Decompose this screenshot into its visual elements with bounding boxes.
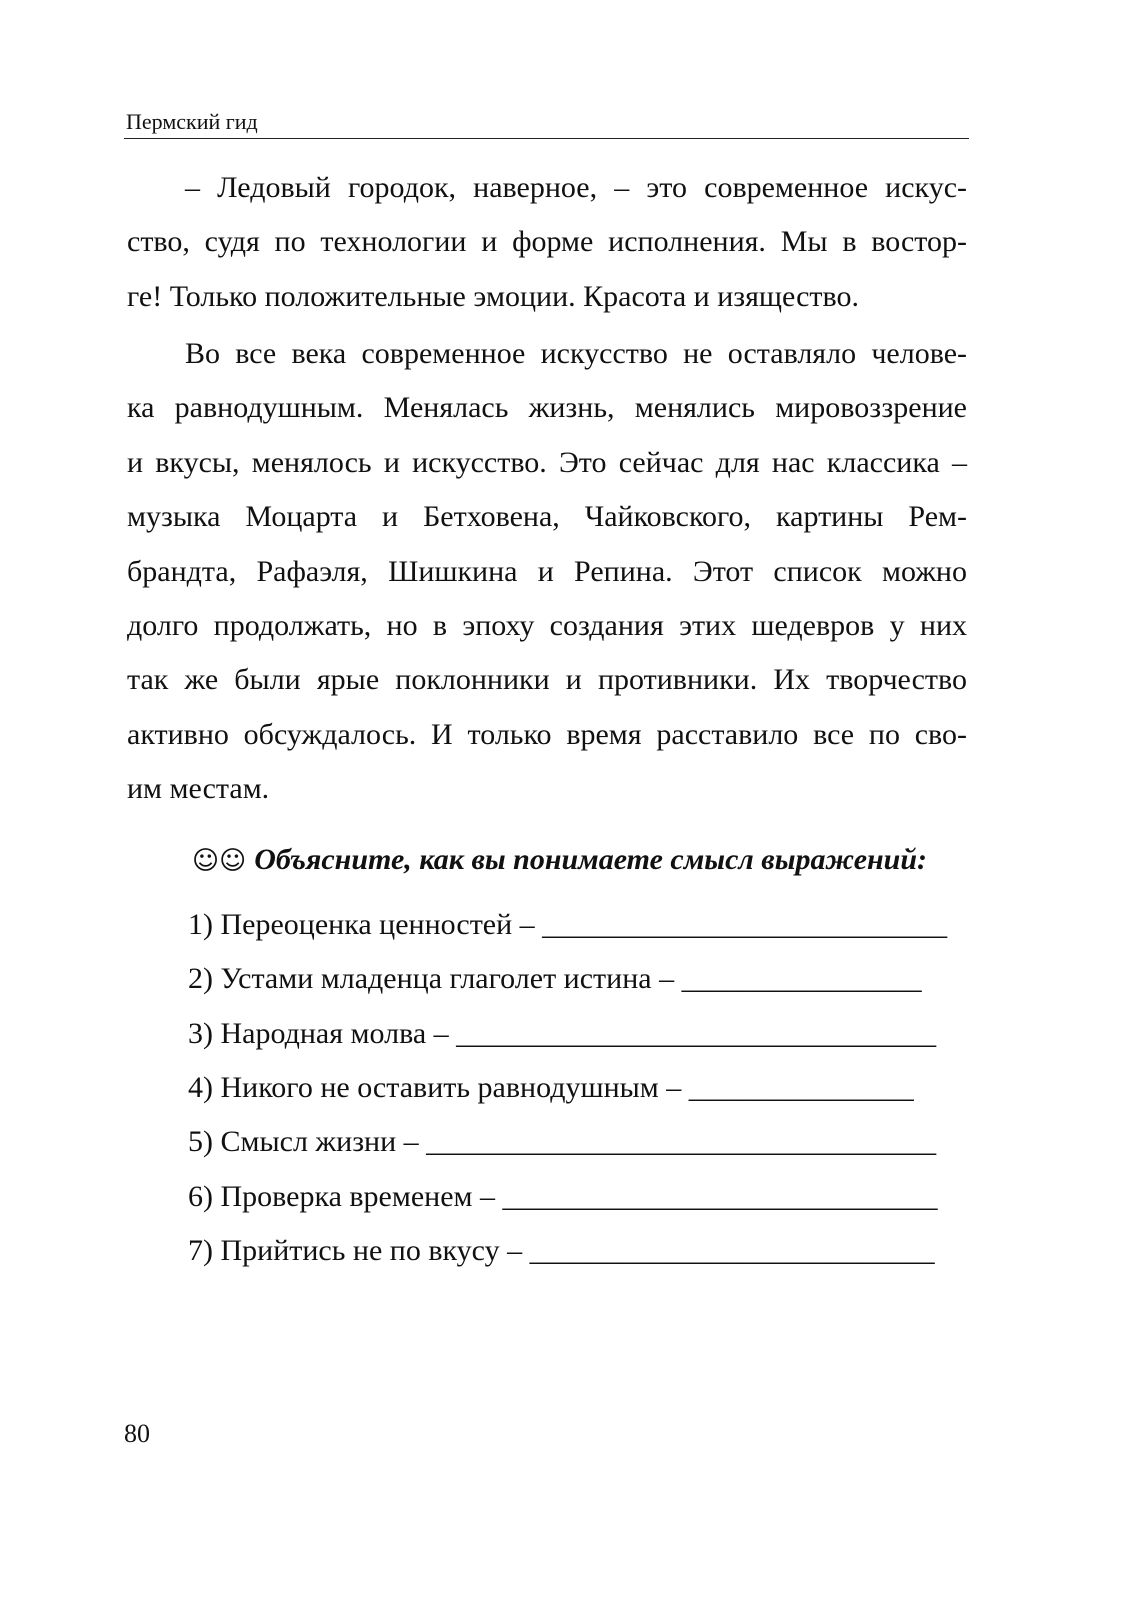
task-heading xyxy=(192,840,927,880)
paragraph-line: ка равнодушным. Менялась жизнь, менялись мировоззрение xyxy=(127,391,967,424)
task-item-3: 3) Народная молва – ________________________________ xyxy=(188,1017,937,1050)
task-item-6: 6) Проверка временем – _____________________________ xyxy=(188,1180,938,1213)
paragraph-line: и вкусы, менялось и искусство. Это сейчас для нас классика – xyxy=(127,446,967,479)
task-item-2: 2) Устами младенца глаголет истина – ________________ xyxy=(188,962,922,995)
paragraph-line: Во все века современное искусство не оставляло челове- xyxy=(185,337,967,370)
paragraph-line: долго продолжать, но в эпоху создания этих шедевров у них xyxy=(127,609,967,642)
paragraph-line: активно обсуждалось. И только время расставило все по сво- xyxy=(127,718,967,751)
paragraph-line: музыка Моцарта и Бетховена, Чайковского, картины Рем- xyxy=(127,500,967,533)
task-item-4: 4) Никого не оставить равнодушным – _______________ xyxy=(188,1071,914,1104)
task-instruction: Объясните, как вы понимаете смысл выражений: xyxy=(254,843,928,876)
paragraph-line: – Ледовый городок, наверное, – это современное искус- xyxy=(185,171,967,204)
task-item-5: 5) Смысл жизни – __________________________________ xyxy=(188,1125,937,1158)
task-item-1: 1) Переоценка ценностей – ___________________________ xyxy=(188,908,948,941)
paragraph-line: им местам. xyxy=(127,772,270,805)
running-head: Пермский гид xyxy=(126,109,258,134)
paragraph-line: так же были ярые поклонники и противники. Их творчество xyxy=(127,663,967,696)
task-item-7: 7) Прийтись не по вкусу – ___________________________ xyxy=(188,1234,935,1267)
paragraph-line: ство, судя по технологии и форме исполнения. Мы в востор- xyxy=(127,225,967,258)
paragraph-line: ге! Только положительные эмоции. Красота и изящество. xyxy=(127,280,859,313)
paragraph-line: брандта, Рафаэля, Шишкина и Репина. Этот список можно xyxy=(127,555,967,588)
header-rule xyxy=(124,138,969,139)
page-number: 80 xyxy=(124,1419,150,1448)
smiley-icon: ☺☺ xyxy=(192,846,247,876)
